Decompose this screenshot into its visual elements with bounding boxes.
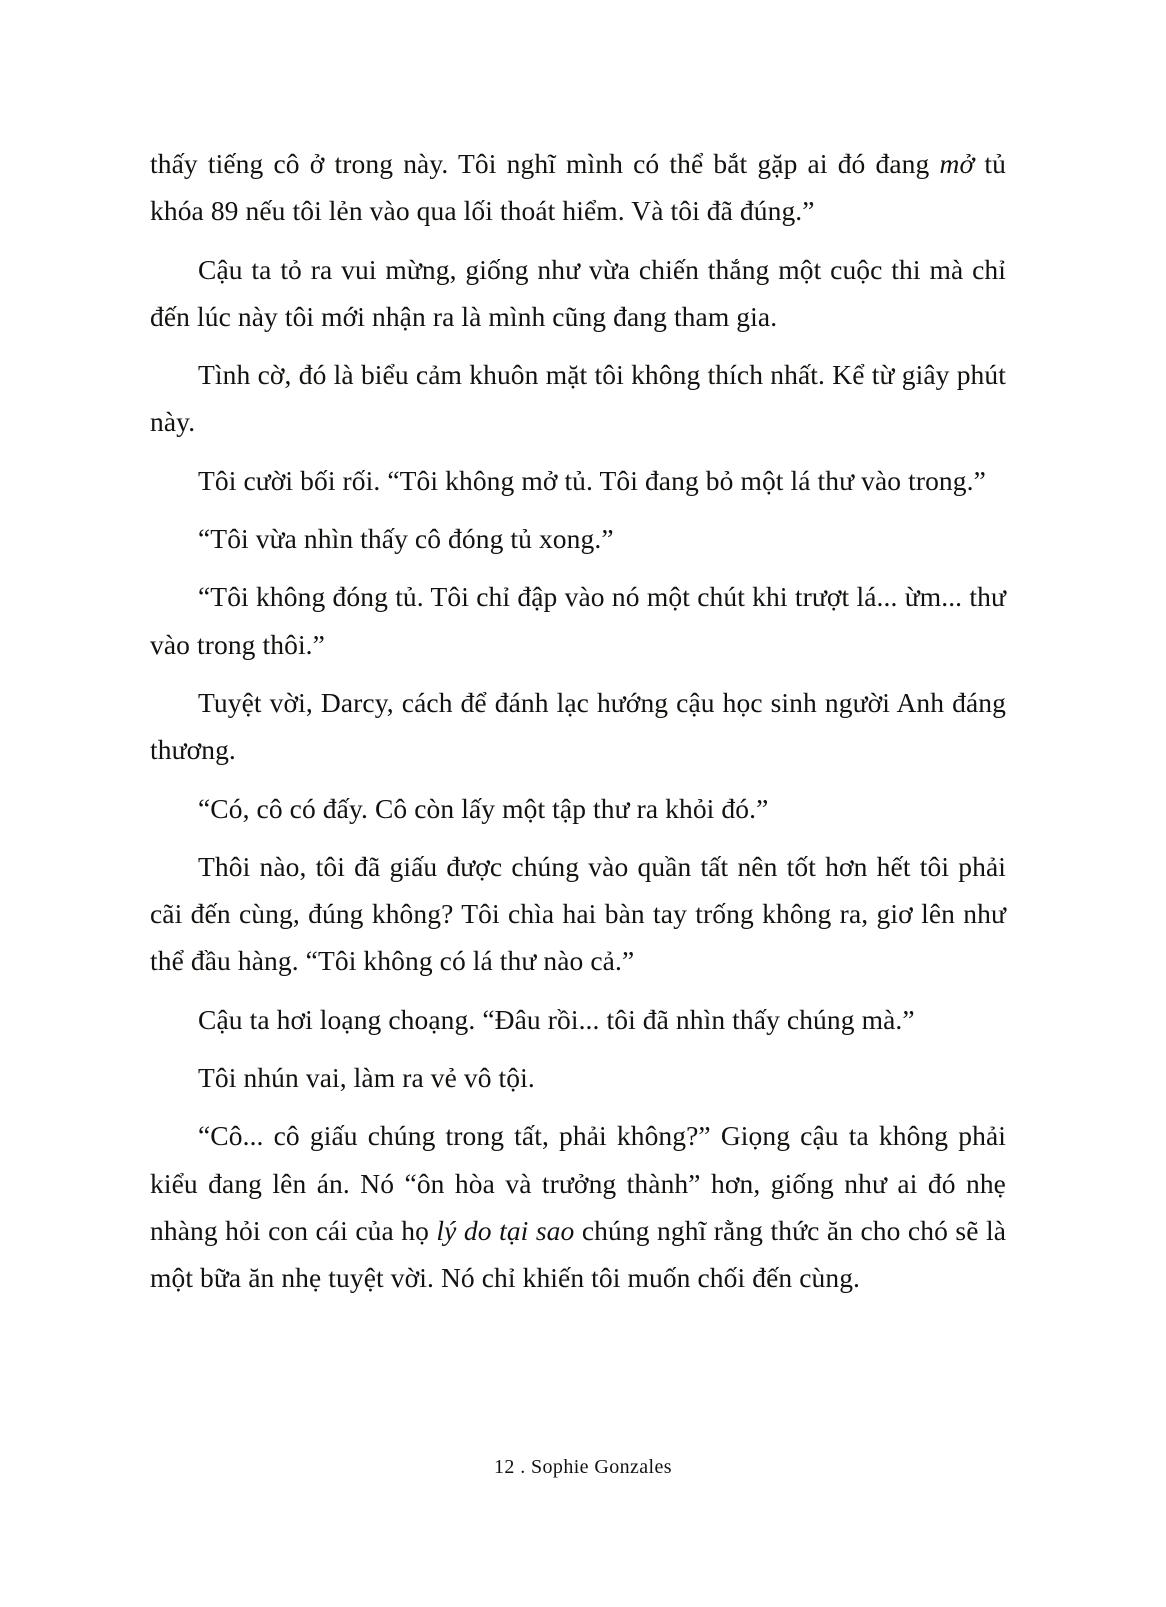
paragraph: Cậu ta tỏ ra vui mừng, giống như vừa chiến thắng một cuộc thi mà chỉ đến lúc này tôi mới nhận ra là mình cũng đang tham gia. [150,253,1006,332]
paragraph: Tuyệt vời, Darcy, cách để đánh lạc hướng cậu học sinh người Anh đáng thương. [150,686,1006,766]
paragraph: Tôi nhún vai, làm ra vẻ vô tội. [198,1062,535,1094]
paragraph: Cậu ta hơi loạng choạng. “Đâu rồi... tôi đã nhìn thấy chúng mà.” [198,1003,915,1035]
paragraph: thấy tiếng cô ở trong này. Tôi nghĩ mình có thể bắt gặp ai đó đang mở tủ khóa 89 nếu tôi lẻn vào qua lối thoát hiểm. Và tôi đã đúng.” [150,148,1006,227]
emphasis-run: lý do tại sao [436,1214,575,1246]
page-body [150,140,1006,1302]
paragraph: “Tôi vừa nhìn thấy cô đóng tủ xong.” [198,523,614,555]
emphasis-run: mở [939,148,975,179]
paragraph: “Có, cô có đấy. Cô còn lấy một tập thư ra khỏi đó.” [198,792,769,824]
paragraph: Tình cờ, đó là biểu cảm khuôn mặt tôi không thích nhất. Kể từ giây phút này. [150,359,1006,438]
paragraph: “Cô... cô giấu chúng trong tất, phải không?” Giọng cậu ta không phải kiểu đang lên án. Nó “ôn hòa và trưởng thành” hơn, giống như ai đó nhẹ nhàng hỏi con cái của họ lý do tại sao chúng nghĩ rằng thức ăn cho chó sẽ là một bữa ăn nhẹ tuyệt vời. Nó chỉ khiến tôi muốn chối đến cùng. [150,1120,1006,1294]
paragraph: Thôi nào, tôi đã giấu được chúng vào quần tất nên tốt hơn hết tôi phải cãi đến cùng, đúng không? Tôi chìa hai bàn tay trống không ra, giơ lên như thể đầu hàng. “Tôi không có lá thư nào cả.” [150,850,1006,977]
paragraph: Tôi cười bối rối. “Tôi không mở tủ. Tôi đang bỏ một lá thư vào trong.” [198,464,986,496]
page-footer-folio: 12 . Sophie Gonzales [494,1456,672,1478]
paragraph: “Tôi không đóng tủ. Tôi chỉ đập vào nó một chút khi trượt lá... ừm... thư vào trong thôi.” [150,581,1006,660]
